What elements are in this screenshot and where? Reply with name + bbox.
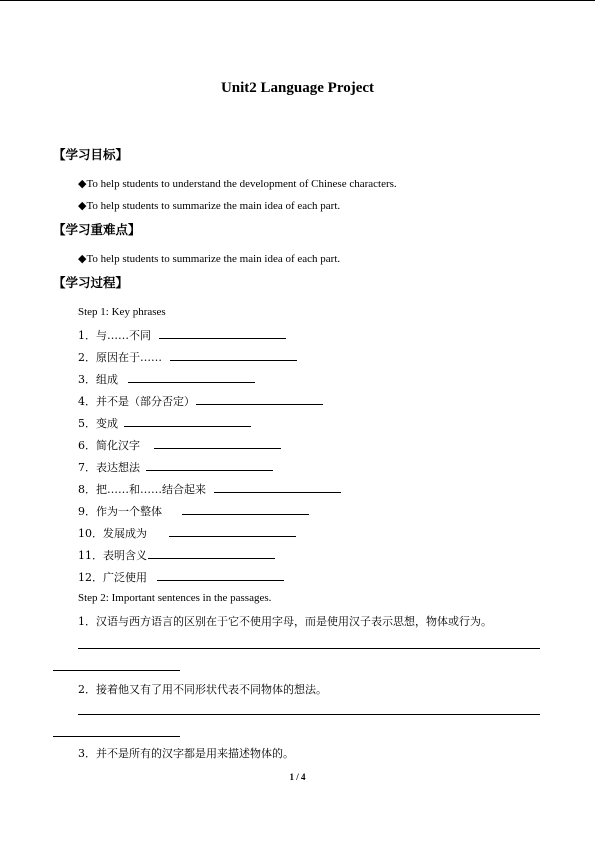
answer-blank[interactable] xyxy=(170,350,297,361)
answer-blank[interactable] xyxy=(157,570,284,581)
phrase-item: 4．并不是（部分否定） xyxy=(78,393,323,409)
answer-blank[interactable] xyxy=(154,438,281,449)
section-key-points-heading: 【学习重难点】 xyxy=(53,222,141,237)
phrase-item: 9．作为一个整体 xyxy=(78,503,309,519)
answer-blank[interactable] xyxy=(124,416,251,427)
phrase-item: 1．与……不同 xyxy=(78,327,286,343)
sentence-item: 3．并不是所有的汉字都是用来描述物体的。 xyxy=(78,747,294,760)
answer-line[interactable] xyxy=(53,736,180,737)
answer-blank[interactable] xyxy=(182,504,309,515)
objective-2: ◆To help students to summarize the main idea of each part. xyxy=(78,200,341,212)
step1-heading: Step 1: Key phrases xyxy=(78,306,166,318)
answer-blank[interactable] xyxy=(148,548,275,559)
answer-blank[interactable] xyxy=(196,394,323,405)
phrase-item: 7．表达想法 xyxy=(78,459,273,475)
sentence-item: 1．汉语与西方语言的区别在于它不使用字母，而是使用汉子表示思想，物体或行为。 xyxy=(78,615,492,628)
phrase-item: 5．变成 xyxy=(78,415,251,431)
section-process-heading: 【学习过程】 xyxy=(53,275,129,290)
phrase-item: 11．表明含义 xyxy=(78,547,275,563)
phrase-item: 12．广泛使用 xyxy=(78,569,284,585)
answer-blank[interactable] xyxy=(169,526,296,537)
step2-heading: Step 2: Important sentences in the passages. xyxy=(78,592,272,604)
answer-line[interactable] xyxy=(78,714,540,715)
answer-blank[interactable] xyxy=(146,460,273,471)
phrase-item: 8．把……和……结合起来 xyxy=(78,481,341,497)
page-number: 1 / 4 xyxy=(289,772,306,782)
top-border xyxy=(0,0,595,1)
answer-blank[interactable] xyxy=(214,482,341,493)
answer-blank[interactable] xyxy=(159,328,286,339)
phrase-item: 10．发展成为 xyxy=(78,525,296,541)
phrase-item: 2．原因在于…… xyxy=(78,349,297,365)
answer-line[interactable] xyxy=(78,648,540,649)
sentence-item: 2．接着他又有了用不同形状代表不同物体的想法。 xyxy=(78,683,327,696)
section-objectives-heading: 【学习目标】 xyxy=(53,147,129,162)
phrase-item: 3．组成 xyxy=(78,371,255,387)
answer-blank[interactable] xyxy=(128,372,255,383)
key-point-1: ◆To help students to summarize the main idea of each part. xyxy=(78,253,341,265)
phrase-item: 6．简化汉字 xyxy=(78,437,281,453)
page-title: Unit2 Language Project xyxy=(220,80,375,96)
answer-line[interactable] xyxy=(53,670,180,671)
objective-1: ◆To help students to understand the development of Chinese characters. xyxy=(78,178,397,190)
